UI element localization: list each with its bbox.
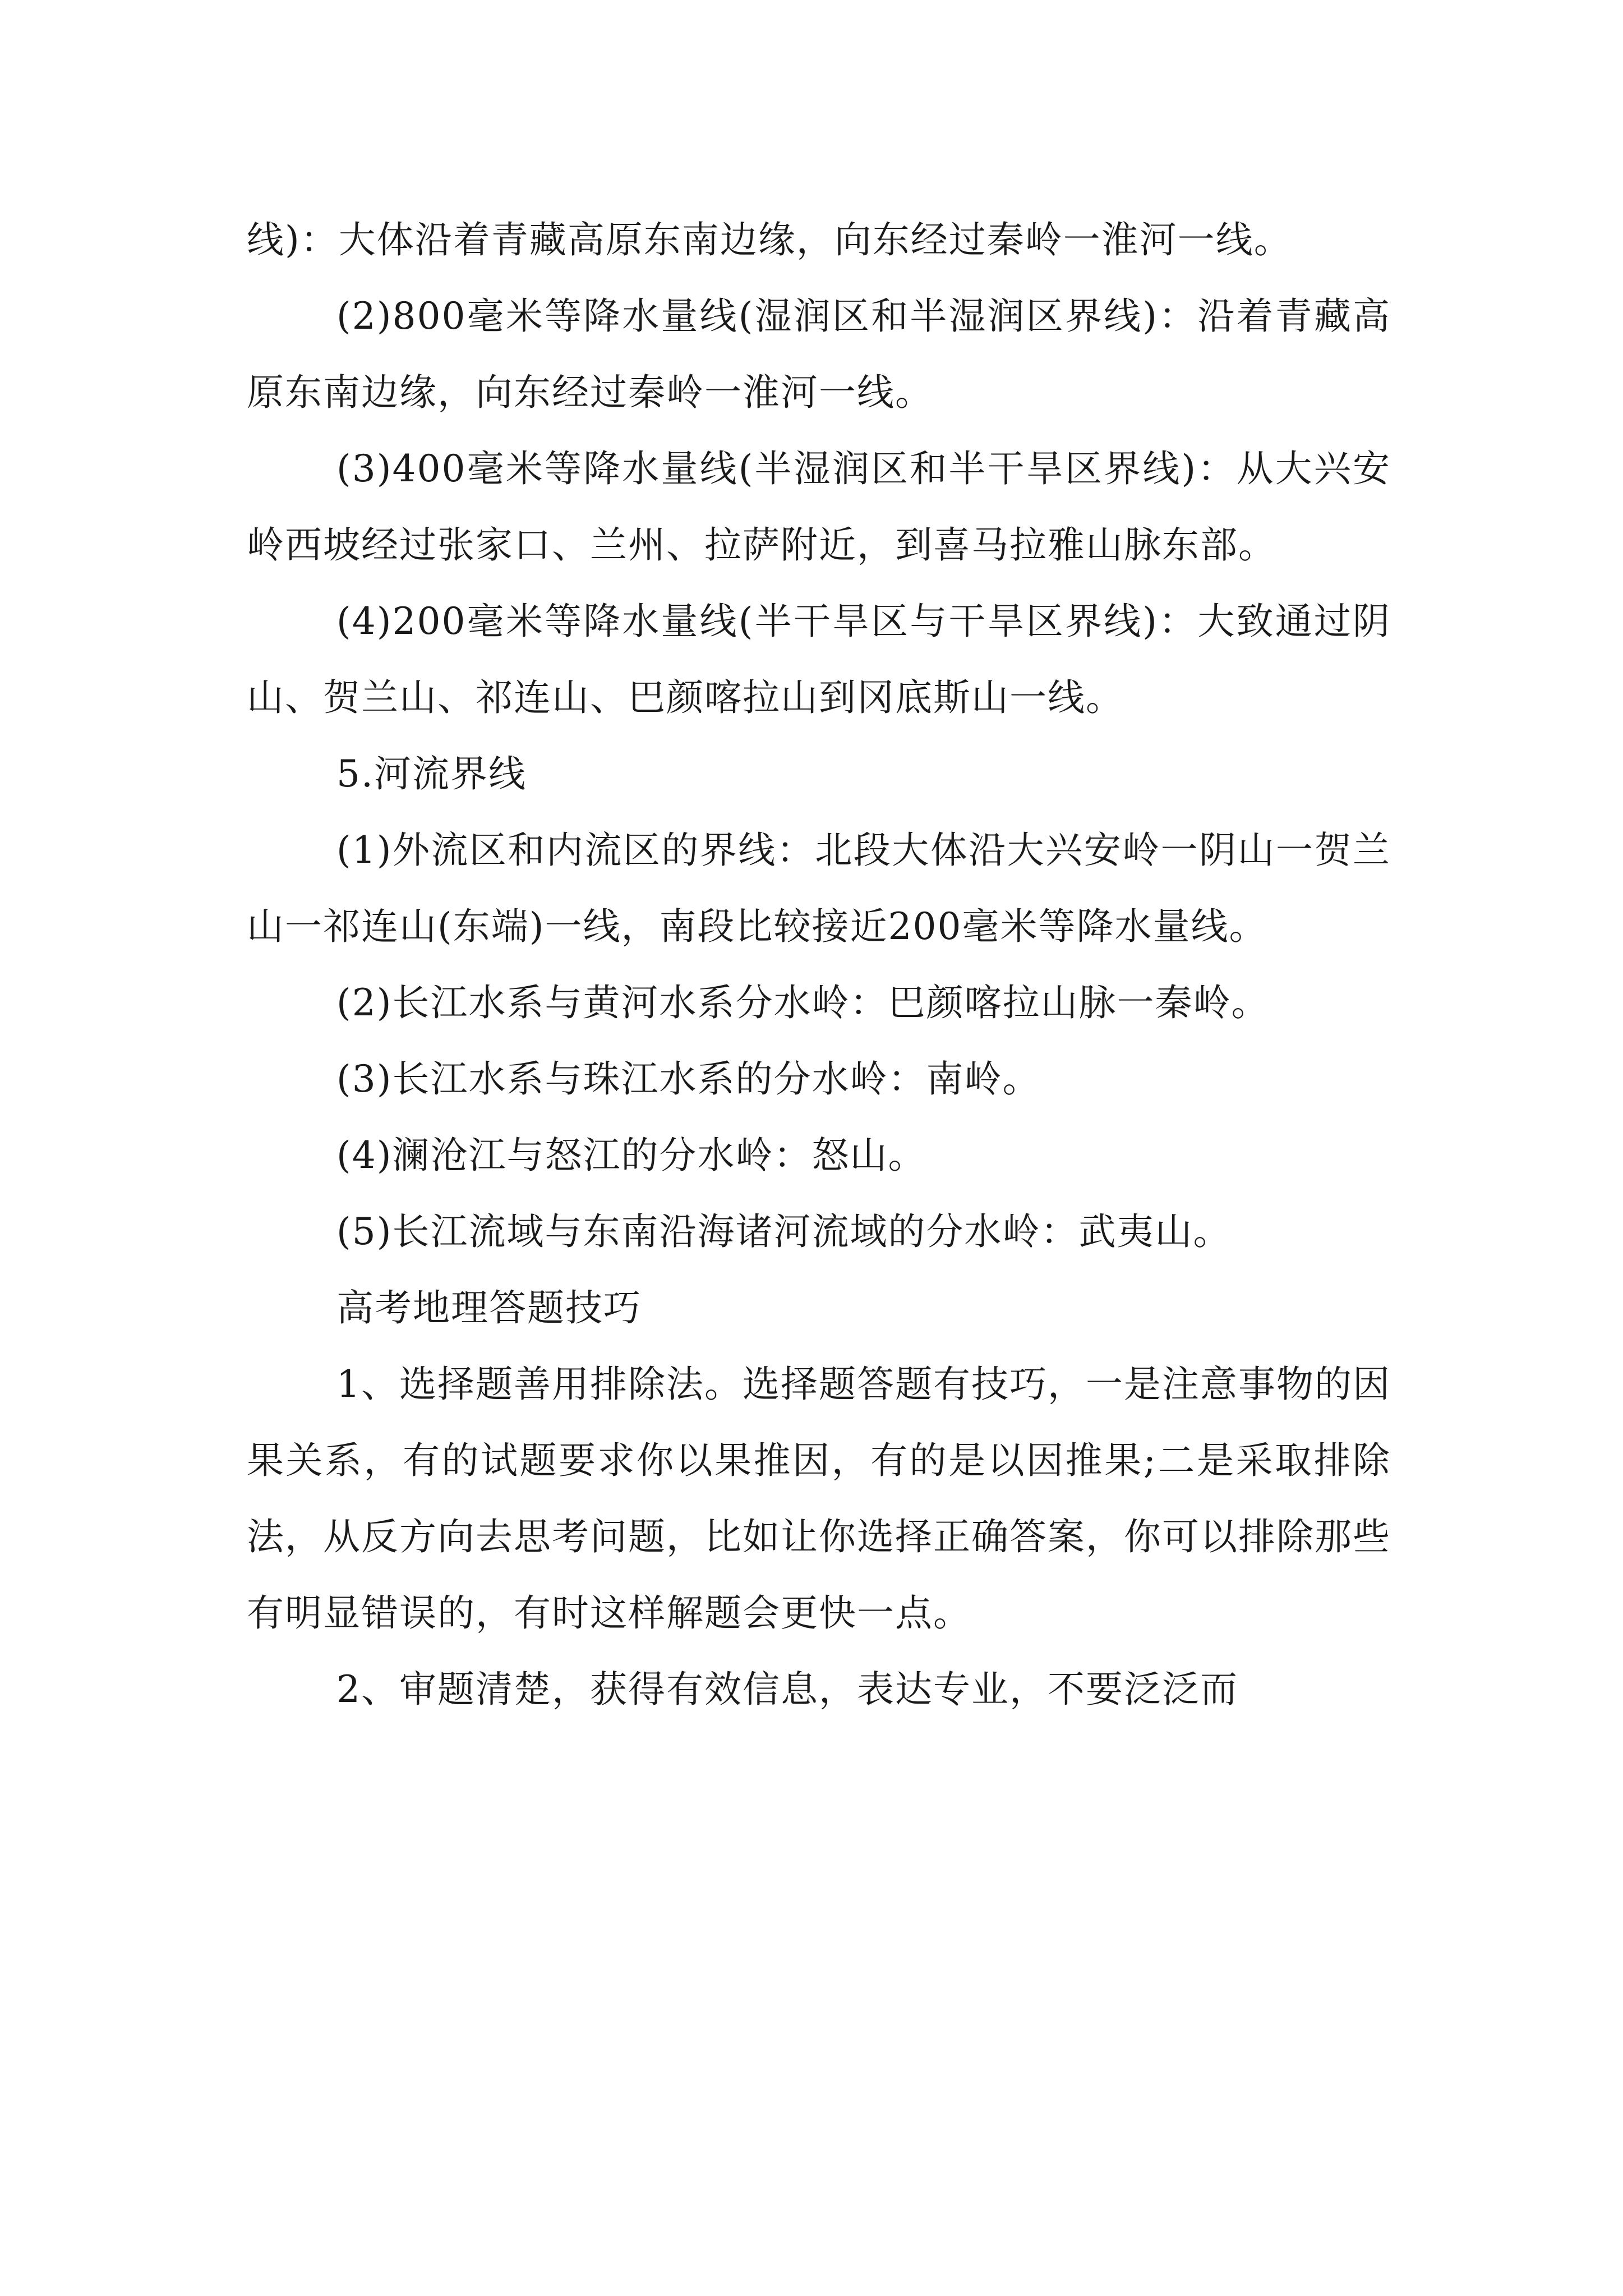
paragraph-precipitation-line-continued: 线)：大体沿着青藏高原东南边缘，向东经过秦岭一淮河一线。 bbox=[247, 218, 1292, 261]
paragraph-yangtze-southeast-divide: (5)长江流域与东南沿海诸河流域的分水岭：武夷山。 bbox=[336, 1210, 1232, 1253]
paragraph-exorheic-endorheic-boundary: (1)外流区和内流区的界线：北段大体沿大兴安岭一阴山一贺兰山一祁连山(东端)一线，南段比较接近200毫米等降水量线。 bbox=[247, 829, 1391, 948]
document-body bbox=[247, 202, 1391, 1728]
paragraph-tip-read-carefully: 2、审题清楚，获得有效信息，表达专业，不要泛泛而 bbox=[336, 1668, 1238, 1711]
section-heading-exam-tips: 高考地理答题技巧 bbox=[336, 1286, 642, 1329]
paragraph-yangtze-yellow-divide: (2)长江水系与黄河水系分水岭：巴颜喀拉山脉一秦岭。 bbox=[336, 981, 1270, 1024]
paragraph-800mm-isohyet: (2)800毫米等降水量线(湿润区和半湿润区界线)：沿着青藏高原东南边缘，向东经过秦岭一淮河一线。 bbox=[247, 295, 1391, 414]
paragraph-200mm-isohyet: (4)200毫米等降水量线(半干旱区与干旱区界线)：大致通过阴山、贺兰山、祁连山、巴颜喀拉山到冈底斯山一线。 bbox=[247, 600, 1391, 719]
paragraph-yangtze-pearl-divide: (3)长江水系与珠江水系的分水岭：南岭。 bbox=[336, 1057, 1041, 1101]
paragraph-lancang-nu-divide: (4)澜沧江与怒江的分水岭：怒山。 bbox=[336, 1134, 926, 1177]
paragraph-400mm-isohyet: (3)400毫米等降水量线(半湿润区和半干旱区界线)：从大兴安岭西坡经过张家口、兰州、拉萨附近，到喜马拉雅山脉东部。 bbox=[247, 447, 1391, 567]
paragraph-tip-elimination: 1、选择题善用排除法。选择题答题有技巧，一是注意事物的因果关系，有的试题要求你以果推因，有的是以因推果;二是采取排除法，从反方向去思考问题，比如让你选择正确答案，你可以排除那些有明显错误的，有时这样解题会更快一点。 bbox=[247, 1363, 1391, 1635]
section-heading-river-boundaries: 5.河流界线 bbox=[336, 752, 527, 795]
